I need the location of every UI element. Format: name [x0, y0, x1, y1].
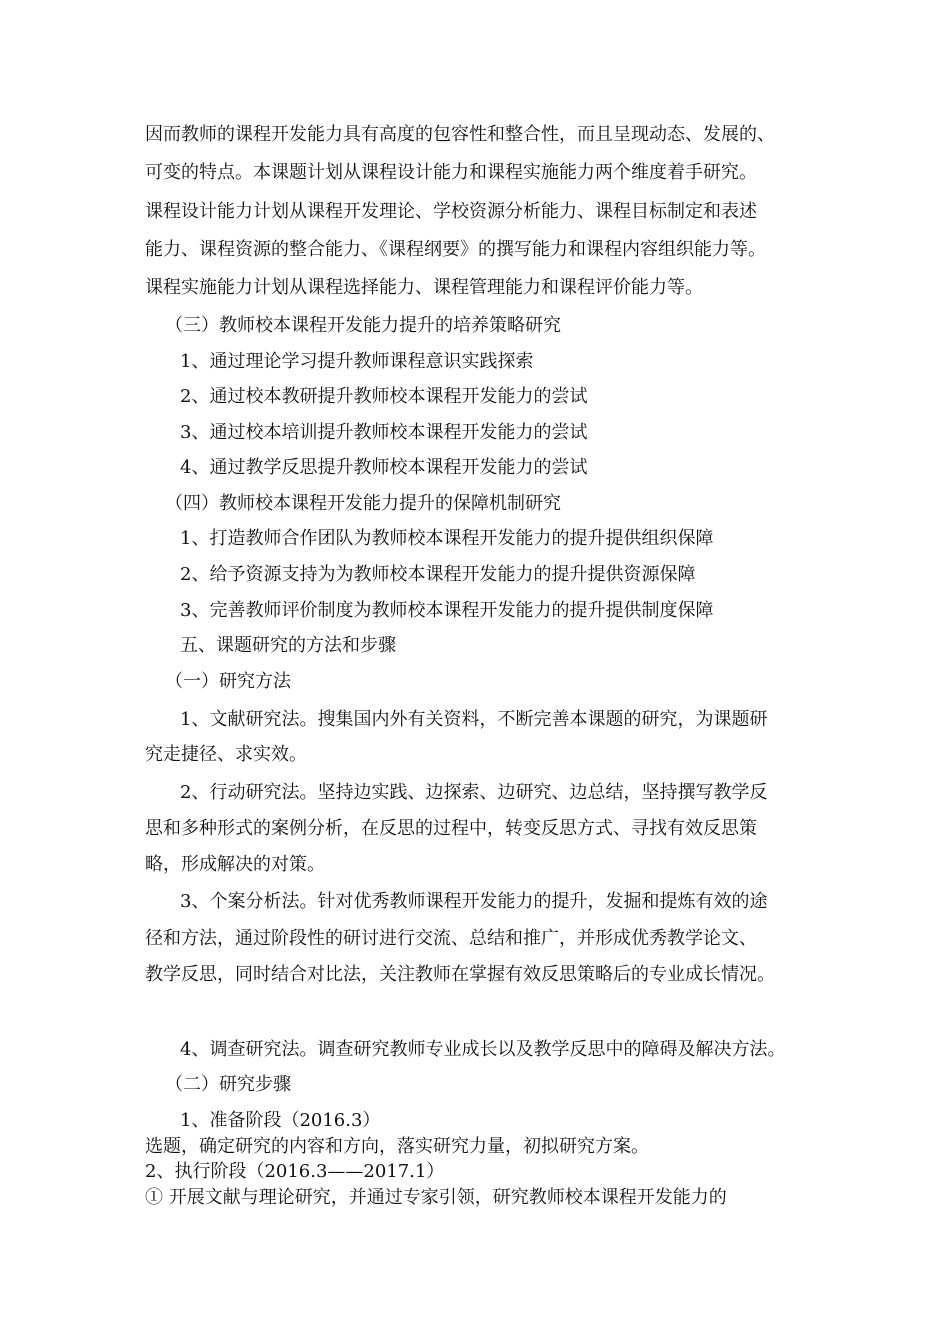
- section-heading-4: （四）教师校本课程开发能力提升的保障机制研究: [165, 493, 561, 514]
- paragraph-line: 2、行动研究法。坚持边实践、边探索、边研究、边总结，坚持撰写教学反: [180, 782, 768, 803]
- list-item: 1、通过理论学习提升教师课程意识实践探索: [180, 351, 534, 372]
- paragraph-line: 课程实施能力计划从课程选择能力、课程管理能力和课程评价能力等。: [145, 277, 703, 298]
- paragraph-line: 因而教师的课程开发能力具有高度的包容性和整合性，而且呈现动态、发展的、: [145, 124, 775, 145]
- paragraph-line: 究走捷径、求实效。: [145, 744, 307, 765]
- paragraph-line: 略，形成解决的对策。: [145, 854, 325, 875]
- paragraph-line: 4、调查研究法。调查研究教师专业成长以及教学反思中的障碍及解决方法。: [180, 1039, 786, 1060]
- paragraph-line: 径和方法，通过阶段性的研讨进行交流、总结和推广，并形成优秀教学论文、: [145, 928, 757, 949]
- list-item: 4、通过教学反思提升教师校本课程开发能力的尝试: [180, 457, 588, 478]
- paragraph-line: ① 开展文献与理论研究，并通过专家引领，研究教师校本课程开发能力的: [145, 1187, 727, 1208]
- paragraph-line: 课程设计能力计划从课程开发理论、学校资源分析能力、课程目标制定和表述: [145, 201, 757, 222]
- list-item: 3、通过校本培训提升教师校本课程开发能力的尝试: [180, 422, 588, 443]
- list-item: 3、完善教师评价制度为教师校本课程开发能力的提升提供制度保障: [180, 600, 714, 621]
- section-heading-3: （三）教师校本课程开发能力提升的培养策略研究: [165, 315, 561, 336]
- paragraph-line: 3、个案分析法。针对优秀教师课程开发能力的提升，发掘和提炼有效的途: [180, 891, 768, 912]
- list-item: 1、打造教师合作团队为教师校本课程开发能力的提升提供组织保障: [180, 528, 714, 549]
- stage-heading: 2、执行阶段（2016.3——2017.1）: [145, 1161, 445, 1182]
- paragraph-line: 思和多种形式的案例分析，在反思的过程中，转变反思方式、寻找有效反思策: [145, 818, 757, 839]
- paragraph-line: 选题，确定研究的内容和方向，落实研究力量，初拟研究方案。: [145, 1136, 649, 1157]
- paragraph-line: 能力、课程资源的整合能力、《课程纲要》的撰写能力和课程内容组织能力等。: [145, 239, 766, 260]
- paragraph-line: 1、文献研究法。搜集国内外有关资料，不断完善本课题的研究，为课题研: [180, 709, 768, 730]
- list-item: 2、通过校本教研提升教师校本课程开发能力的尝试: [180, 386, 588, 407]
- section-heading-5: 五、课题研究的方法和步骤: [180, 635, 396, 656]
- list-item: 2、给予资源支持为为教师校本课程开发能力的提升提供资源保障: [180, 564, 696, 585]
- paragraph-line: 可变的特点。本课题计划从课程设计能力和课程实施能力两个维度着手研究。: [145, 162, 757, 183]
- subsection-heading: （一）研究方法: [165, 671, 291, 692]
- subsection-heading: （二）研究步骤: [165, 1074, 291, 1095]
- stage-heading: 1、准备阶段（2016.3）: [180, 1110, 381, 1131]
- paragraph-line: 教学反思，同时结合对比法，关注教师在掌握有效反思策略后的专业成长情况。: [145, 964, 775, 985]
